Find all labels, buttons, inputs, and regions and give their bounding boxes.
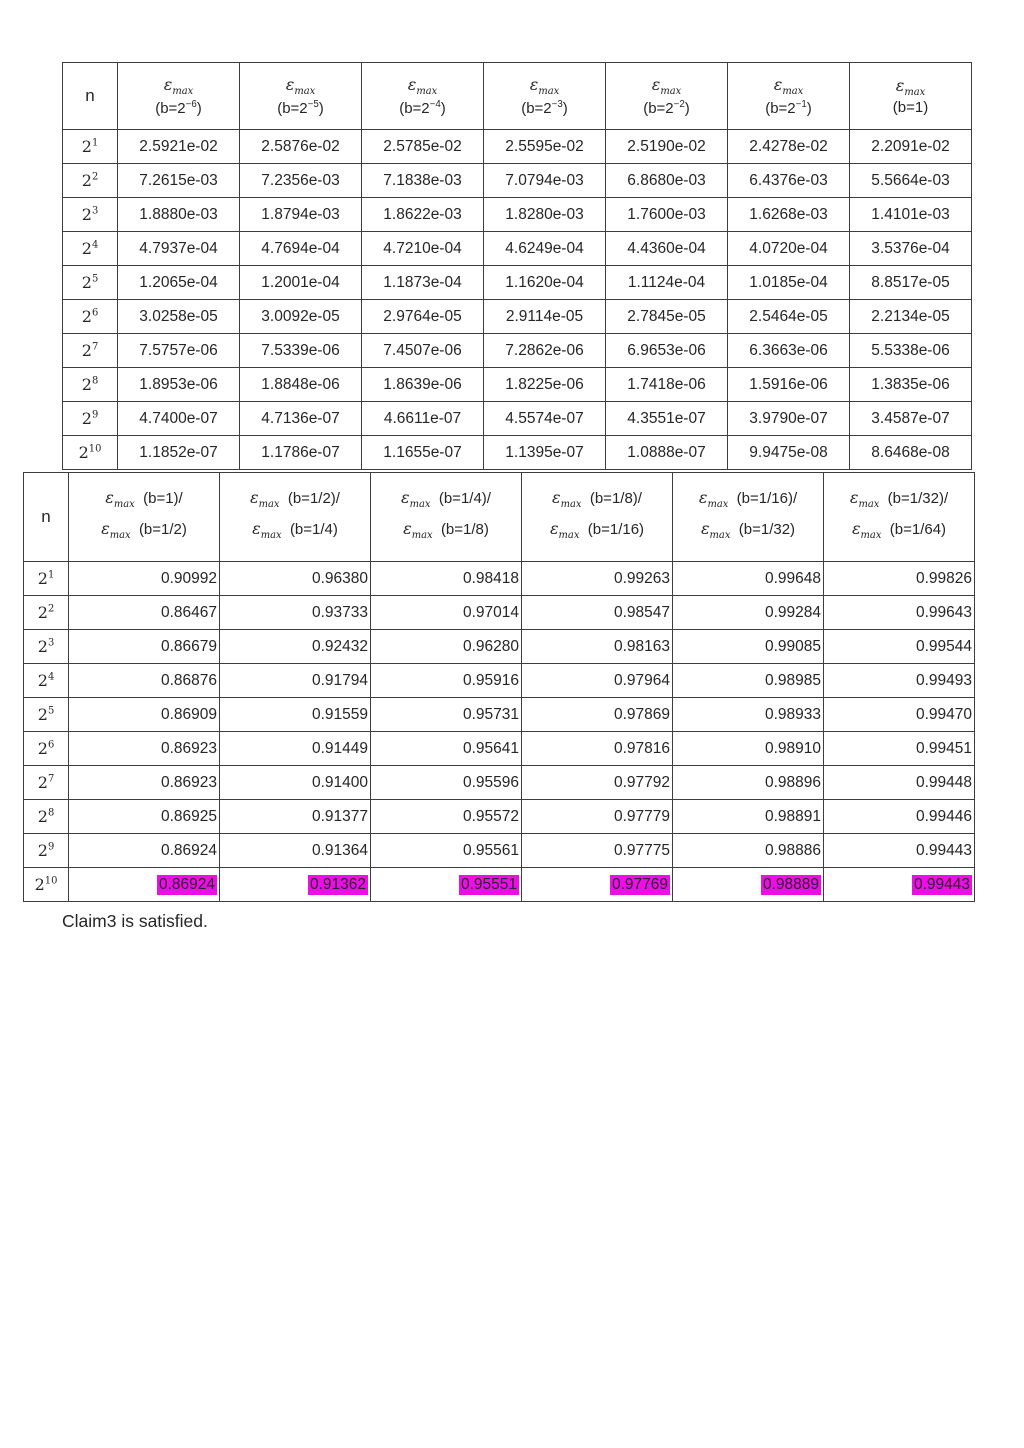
epsilon-ratio-table-header-row [24,473,975,562]
table1-value-cell: 4.7937e-04 [118,232,240,266]
table2-ratio-cell: 0.97964 [522,664,673,698]
table2-column-header-5: $\varepsilon_{max}$ (b=1/32)/ $\varepsilon_{max}$ (b=1/64) [824,473,975,562]
table2-ratio-cell: 0.97014 [371,596,522,630]
highlighted-value: 0.86924 [158,875,215,893]
table2-ratio-cell: 0.91364 [220,834,371,868]
table2-column-header-4: $\varepsilon_{max}$ (b=1/16)/ $\varepsilon_{max}$ (b=1/32) [673,473,824,562]
table1-row [63,300,972,334]
table2-row-label: $2^3$ [24,630,69,664]
table1-value-cell: 1.2001e-04 [240,266,362,300]
table1-value-cell: 1.5916e-06 [728,368,850,402]
table1-value-cell: 2.2091e-02 [850,130,972,164]
table1-value-cell: 2.5595e-02 [484,130,606,164]
table2-ratio-cell: 0.96280 [371,630,522,664]
epsilon-max-symbol: $\varepsilon_{max}$ [403,519,433,542]
table1-row-label: $2^7$ [63,334,118,368]
table2-row-label: $2^6$ [24,732,69,766]
table1-value-cell: 2.9114e-05 [484,300,606,334]
table1-value-cell: 1.1786e-07 [240,436,362,470]
table1-value-cell: 1.8794e-03 [240,198,362,232]
table1-value-cell: 2.4278e-02 [728,130,850,164]
table2-ratio-cell: 0.99443 [824,834,975,868]
table1-value-cell: 2.2134e-05 [850,300,972,334]
table2-ratio-cell: 0.86925 [69,800,220,834]
epsilon-max-symbol: $\varepsilon_{max}$ [700,519,731,542]
table1-value-cell: 1.8639e-06 [362,368,484,402]
epsilon-max-symbol: $\varepsilon_{max}$ [407,75,438,98]
table1-value-cell: 4.4360e-04 [606,232,728,266]
table2-row-label: $2^9$ [24,834,69,868]
table1-column-header-0: $\varepsilon_{max}$ $(b=2^{-6})$ [118,63,240,130]
table1-value-cell: 5.5338e-06 [850,334,972,368]
table1-row-label: $2^8$ [63,368,118,402]
table2-ratio-cell: 0.98547 [522,596,673,630]
table1-value-cell: 4.7210e-04 [362,232,484,266]
epsilon-ratio-table [23,472,975,902]
table2-ratio-cell: 0.86923 [69,732,220,766]
table2-column-header-0: $\varepsilon_{max}$ (b=1)/ $\varepsilon_{max}$ (b=1/2) [69,473,220,562]
table1-value-cell: 3.9790e-07 [728,402,850,436]
table1-value-cell: 1.8880e-03 [118,198,240,232]
epsilon-max-symbol: $\varepsilon_{max}$ [552,487,582,510]
table1-value-cell: 7.4507e-06 [362,334,484,368]
table1-value-cell: 3.0258e-05 [118,300,240,334]
table1-value-cell: 1.8280e-03 [484,198,606,232]
table1-column-header-6: $\varepsilon_{max}$ (b=1) [850,63,972,130]
table1-row [63,436,972,470]
table1-value-cell: 7.1838e-03 [362,164,484,198]
table1-value-cell: 2.5464e-05 [728,300,850,334]
table1-value-cell: 1.3835e-06 [850,368,972,402]
table2-ratio-cell: 0.91559 [220,698,371,732]
table1-value-cell: 6.4376e-03 [728,164,850,198]
table2-ratio-cell: 0.99448 [824,766,975,800]
table1-row-label: $2^9$ [63,402,118,436]
table2-ratio-cell: 0.99085 [673,630,824,664]
epsilon-max-symbol: $\varepsilon_{max}$ [250,487,280,510]
table2-ratio-cell: 0.98163 [522,630,673,664]
table2-ratio-cell: 0.91794 [220,664,371,698]
epsilon-max-table [62,62,972,470]
table1-value-cell: 2.7845e-05 [606,300,728,334]
table2-row [24,630,975,664]
table2-row-label: $2^1$ [24,562,69,596]
highlighted-value: 0.99443 [913,875,970,893]
table2-ratio-cell: 0.98886 [673,834,824,868]
table2-row [24,766,975,800]
table2-ratio-cell: 0.91400 [220,766,371,800]
table1-value-cell: 2.9764e-05 [362,300,484,334]
table1-row [63,402,972,436]
table2-ratio-cell [69,868,220,902]
table2-ratio-cell: 0.97792 [522,766,673,800]
table2-ratio-cell: 0.98891 [673,800,824,834]
epsilon-max-symbol: $\varepsilon_{max}$ [851,519,882,542]
epsilon-max-symbol: $\varepsilon_{max}$ [105,487,135,510]
table1-value-cell: 7.0794e-03 [484,164,606,198]
table2-row [24,596,975,630]
table1-value-cell: 2.5785e-02 [362,130,484,164]
table2-ratio-cell: 0.86924 [69,834,220,868]
table2-ratio-cell: 0.98896 [673,766,824,800]
table1-row [63,368,972,402]
table2-row [24,732,975,766]
table2-ratio-cell: 0.99451 [824,732,975,766]
table1-value-cell: 1.8953e-06 [118,368,240,402]
table1-value-cell: 6.8680e-03 [606,164,728,198]
table2-ratio-cell: 0.97816 [522,732,673,766]
table2-ratio-cell: 0.96380 [220,562,371,596]
table2-ratio-cell [673,868,824,902]
table2-ratio-cell: 0.97775 [522,834,673,868]
epsilon-max-symbol: $\varepsilon_{max}$ [651,75,682,98]
table2-row-label: $2^8$ [24,800,69,834]
table1-value-cell: 1.1873e-04 [362,266,484,300]
table1-value-cell: 1.1395e-07 [484,436,606,470]
table2-ratio-cell: 0.91377 [220,800,371,834]
table1-row-label: $2^2$ [63,164,118,198]
highlighted-value: 0.95551 [460,875,517,893]
table1-value-cell: 5.5664e-03 [850,164,972,198]
table1-row-label: $2^{10}$ [63,436,118,470]
epsilon-max-symbol: $\varepsilon_{max}$ [285,75,316,98]
table1-row-label: $2^1$ [63,130,118,164]
table2-ratio-cell: 0.92432 [220,630,371,664]
table1-value-cell: 3.4587e-07 [850,402,972,436]
table2-row-label: $2^5$ [24,698,69,732]
table2-ratio-cell: 0.99263 [522,562,673,596]
table1-column-header-2: $\varepsilon_{max}$ $(b=2^{-4})$ [362,63,484,130]
table1-value-cell: 4.5574e-07 [484,402,606,436]
table1-row [63,130,972,164]
table1-row-label: $2^4$ [63,232,118,266]
table2-ratio-cell: 0.95561 [371,834,522,868]
table1-row [63,198,972,232]
table1-value-cell: 4.3551e-07 [606,402,728,436]
table2-ratio-cell [220,868,371,902]
highlighted-value: 0.91362 [309,875,366,893]
table1-value-cell: 1.8225e-06 [484,368,606,402]
table2-row [24,834,975,868]
epsilon-max-symbol: $\varepsilon_{max}$ [163,75,194,98]
table2-ratio-cell: 0.86923 [69,766,220,800]
table1-value-cell: 1.1655e-07 [362,436,484,470]
table1-value-cell: 4.7400e-07 [118,402,240,436]
table1-value-cell: 4.7136e-07 [240,402,362,436]
table2-row-label: $2^7$ [24,766,69,800]
table1-value-cell: 7.2615e-03 [118,164,240,198]
epsilon-max-symbol: $\varepsilon_{max}$ [698,487,729,510]
table2-ratio-cell: 0.97779 [522,800,673,834]
table1-value-cell: 8.8517e-05 [850,266,972,300]
table1-value-cell: 2.5921e-02 [118,130,240,164]
table2-ratio-cell: 0.98910 [673,732,824,766]
table2-ratio-cell: 0.86876 [69,664,220,698]
table1-value-cell: 7.5339e-06 [240,334,362,368]
table2-row-label: $2^4$ [24,664,69,698]
epsilon-max-symbol: $\varepsilon_{max}$ [549,519,580,542]
table2-ratio-cell: 0.99493 [824,664,975,698]
table2-ratio-cell: 0.86909 [69,698,220,732]
table2-ratio-cell: 0.97869 [522,698,673,732]
table2-row [24,868,975,902]
table2-ratio-cell: 0.99643 [824,596,975,630]
table2-ratio-cell: 0.90992 [69,562,220,596]
table2-row [24,698,975,732]
table1-value-cell: 2.5876e-02 [240,130,362,164]
table1-column-header-1: $\varepsilon_{max}$ $(b=2^{-5})$ [240,63,362,130]
table2-row [24,562,975,596]
table2-ratio-cell: 0.93733 [220,596,371,630]
table1-value-cell: 7.2862e-06 [484,334,606,368]
table1-value-cell: 1.8622e-03 [362,198,484,232]
table1-value-cell: 4.0720e-04 [728,232,850,266]
table2-ratio-cell [371,868,522,902]
table1-value-cell: 1.1620e-04 [484,266,606,300]
table1-row-label: $2^6$ [63,300,118,334]
table1-value-cell: 6.3663e-06 [728,334,850,368]
table1-column-header-4: $\varepsilon_{max}$ $(b=2^{-2})$ [606,63,728,130]
table2-column-header-2: $\varepsilon_{max}$ (b=1/4)/ $\varepsilon_{max}$ (b=1/8) [371,473,522,562]
epsilon-max-symbol: $\varepsilon_{max}$ [849,487,880,510]
highlighted-value: 0.97769 [611,875,668,893]
table2-ratio-cell: 0.99648 [673,562,824,596]
epsilon-max-symbol: $\varepsilon_{max}$ [895,75,926,99]
table2-column-header-n: n [24,473,69,562]
table1-value-cell: 1.4101e-03 [850,198,972,232]
table1-value-cell: 7.5757e-06 [118,334,240,368]
table1-value-cell: 1.1124e-04 [606,266,728,300]
table1-value-cell: 1.7600e-03 [606,198,728,232]
table2-ratio-cell [824,868,975,902]
table1-column-header-n: n [63,63,118,130]
table2-ratio-cell: 0.95731 [371,698,522,732]
table2-ratio-cell: 0.99284 [673,596,824,630]
table2-ratio-cell: 0.98418 [371,562,522,596]
table1-value-cell: 9.9475e-08 [728,436,850,470]
table2-ratio-cell: 0.98985 [673,664,824,698]
table1-row-label: $2^5$ [63,266,118,300]
table1-value-cell: 3.0092e-05 [240,300,362,334]
table1-value-cell: 4.7694e-04 [240,232,362,266]
table2-ratio-cell: 0.95572 [371,800,522,834]
table1-column-header-3: $\varepsilon_{max}$ $(b=2^{-3})$ [484,63,606,130]
table1-row [63,334,972,368]
table2-ratio-cell: 0.99470 [824,698,975,732]
table1-value-cell: 1.6268e-03 [728,198,850,232]
table1-value-cell: 4.6611e-07 [362,402,484,436]
table2-ratio-cell: 0.95596 [371,766,522,800]
table1-value-cell: 8.6468e-08 [850,436,972,470]
table1-value-cell: 1.7418e-06 [606,368,728,402]
table2-ratio-cell: 0.86467 [69,596,220,630]
table1-value-cell: 3.5376e-04 [850,232,972,266]
epsilon-max-symbol: $\varepsilon_{max}$ [252,519,282,542]
table2-row [24,664,975,698]
table1-value-cell: 1.0888e-07 [606,436,728,470]
table2-row-label: $2^2$ [24,596,69,630]
table1-value-cell: 4.6249e-04 [484,232,606,266]
epsilon-max-symbol: $\varepsilon_{max}$ [529,75,560,98]
table2-row-label: $2^{10}$ [24,868,69,902]
epsilon-max-symbol: $\varepsilon_{max}$ [401,487,431,510]
table1-value-cell: 1.8848e-06 [240,368,362,402]
epsilon-max-table-header-row [63,63,972,130]
table2-ratio-cell: 0.99446 [824,800,975,834]
table1-value-cell: 6.9653e-06 [606,334,728,368]
claim-text: Claim3 is satisfied. [62,911,208,931]
table2-column-header-3: $\varepsilon_{max}$ (b=1/8)/ $\varepsilon_{max}$ (b=1/16) [522,473,673,562]
epsilon-max-symbol: $\varepsilon_{max}$ [101,519,131,542]
table1-row [63,164,972,198]
table2-ratio-cell: 0.86679 [69,630,220,664]
table2-ratio-cell: 0.98933 [673,698,824,732]
table1-value-cell: 1.2065e-04 [118,266,240,300]
table2-ratio-cell: 0.99826 [824,562,975,596]
epsilon-max-symbol: $\varepsilon_{max}$ [773,75,804,98]
table1-row [63,232,972,266]
table2-ratio-cell: 0.95641 [371,732,522,766]
table1-value-cell: 1.1852e-07 [118,436,240,470]
table2-ratio-cell: 0.91449 [220,732,371,766]
highlighted-value: 0.98889 [762,875,819,893]
table2-ratio-cell: 0.99544 [824,630,975,664]
table2-ratio-cell: 0.95916 [371,664,522,698]
table1-value-cell: 1.0185e-04 [728,266,850,300]
table1-row-label: $2^3$ [63,198,118,232]
table1-column-header-5: $\varepsilon_{max}$ $(b=2^{-1})$ [728,63,850,130]
table2-ratio-cell [522,868,673,902]
table2-row [24,800,975,834]
table1-value-cell: 7.2356e-03 [240,164,362,198]
table1-row [63,266,972,300]
table1-value-cell: 2.5190e-02 [606,130,728,164]
table2-column-header-1: $\varepsilon_{max}$ (b=1/2)/ $\varepsilon_{max}$ (b=1/4) [220,473,371,562]
